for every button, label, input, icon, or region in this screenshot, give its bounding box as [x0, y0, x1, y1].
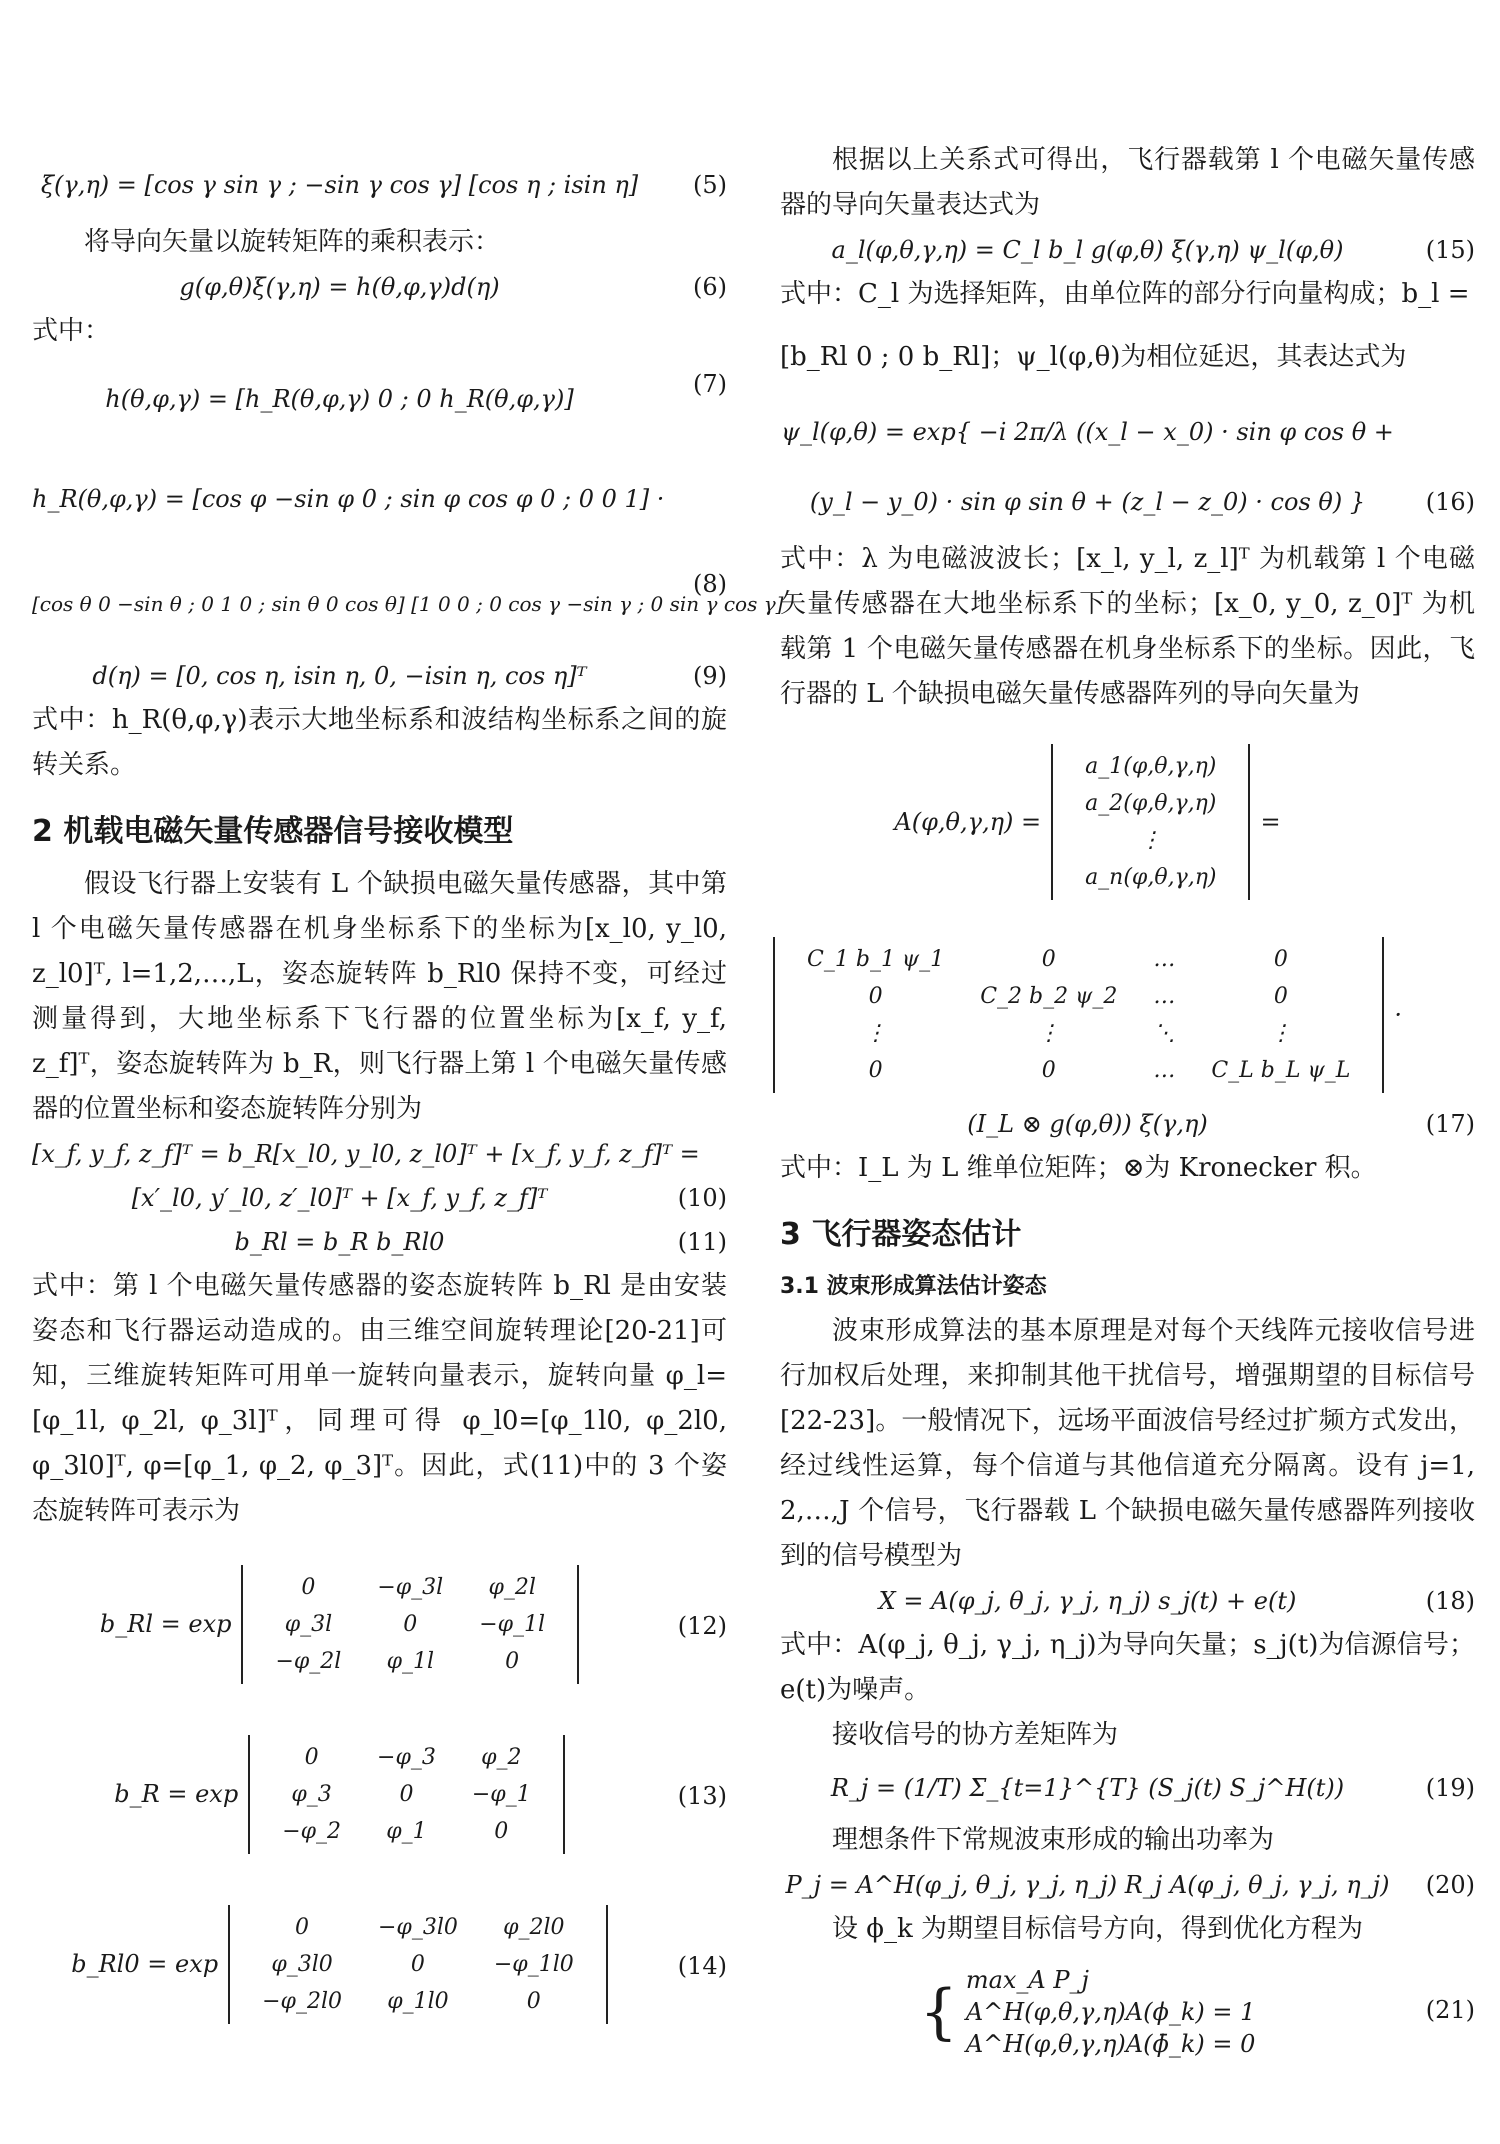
matrix-cell: C_1 b_1 ψ_1	[807, 946, 945, 972]
equation-number: (9)	[693, 662, 727, 690]
matrix-cell: 0	[526, 1988, 541, 2014]
matrix-cell: −φ_3l0	[377, 1914, 458, 1940]
matrix-cell: 0	[301, 1574, 316, 1600]
matrix-cell: ⋱	[1153, 1020, 1176, 1046]
equation-system	[966, 1966, 1256, 2058]
equation-rhs: =	[1260, 808, 1281, 836]
section-heading: 2 机载电磁矢量传感器信号接收模型	[32, 814, 514, 849]
matrix-cell: 0	[868, 983, 883, 1009]
equation-body: h(θ,φ,γ) = [h_R(θ,φ,γ) 0 ; 0 h_R(θ,φ,γ)]	[105, 385, 574, 413]
equation-number: (14)	[677, 1952, 727, 1980]
equation-8-line-2	[32, 554, 784, 654]
matrix-cell: φ_1l	[386, 1648, 434, 1674]
matrix-cell: 0	[868, 1057, 883, 1083]
equation-body: (y_l − y_0) · sin φ sin θ + (z_l − z_0) · cos θ) }	[809, 488, 1366, 516]
matrix	[241, 1565, 579, 1684]
equation-number: (10)	[677, 1184, 727, 1212]
matrix-cell: …	[1153, 983, 1176, 1009]
matrix-cell: φ_3l0	[271, 1951, 333, 1977]
matrix-cell: φ_1	[386, 1818, 427, 1844]
paragraph: 接收信号的协方差矩阵为	[832, 1720, 1119, 1750]
equation-12	[32, 1544, 727, 1704]
equation-body: [x_f, y_f, z_f]ᵀ = b_R[x_l0, y_l0, z_l0]ᵀ + [x_f, y_f, z_f]ᵀ =	[32, 1140, 700, 1168]
matrix-cell: φ_3l	[284, 1611, 333, 1637]
equation-body: g(φ,θ)ξ(γ,η) = h(θ,φ,γ)d(η)	[179, 273, 500, 301]
matrix-cell: 0	[1273, 946, 1288, 972]
matrix-cell: −φ_3l	[377, 1574, 444, 1600]
equation-number: (13)	[677, 1782, 727, 1810]
equation-number: (20)	[1425, 1871, 1475, 1899]
equation-body	[780, 727, 1395, 917]
equation-body: ψ_l(φ,θ) = exp{ −i 2π/λ ((x_l − x_0) · sin φ cos θ +	[781, 418, 1394, 446]
paragraph: 根据以上关系式可得出，飞行器载第 l 个电磁矢量传感器的导向矢量表达式为	[780, 145, 1475, 220]
right-column	[780, 145, 1475, 2072]
equation-line: A^H(φ,θ,γ,η)A(ϕ_k) = 1	[965, 1998, 1256, 2026]
equation-number: (8)	[693, 570, 727, 598]
matrix-cell: −φ_2l	[275, 1648, 342, 1674]
equation-6	[32, 265, 727, 309]
equation-20	[780, 1863, 1475, 1907]
equation-14	[32, 1884, 727, 2044]
matrix-cell: φ_1l0	[387, 1988, 449, 2014]
matrix-cell: 0	[505, 1648, 520, 1674]
matrix-cell: ⋮	[1139, 828, 1162, 853]
equation-10-line-2	[32, 1176, 727, 1220]
equation-body: b_Rl = b_R b_Rl0	[234, 1228, 445, 1256]
matrix	[773, 937, 1384, 1093]
matrix-cell: ⋮	[1037, 1020, 1060, 1046]
equation-body: a_l(φ,θ,γ,η) = C_l b_l g(φ,θ) ξ(γ,η) ψ_l(φ,θ)	[831, 236, 1344, 264]
matrix-cell: 0	[1041, 1057, 1056, 1083]
equation-body	[32, 1544, 647, 1704]
matrix-cell: ⋮	[1269, 1020, 1292, 1046]
left-column	[32, 150, 784, 2044]
matrix-cell: −φ_1l0	[493, 1951, 574, 1977]
paragraph: 式中：第 l 个电磁矢量传感器的姿态旋转阵 b_Rl 是由安装姿态和飞行器运动造成的。由三维空间旋转理论[20-21]可知，三维旋转矩阵可用单一旋转向量表示，旋转向量 φ_l=[φ_1l, φ_2l, φ_3l]ᵀ，同理可得 φ_l0=[φ_1l0, φ_2l0, φ_3l0]ᵀ, φ=[φ_1, φ_2, φ_3]ᵀ。因此，式(11)中的 3 个姿态旋转阵可表示为	[32, 1271, 727, 1526]
subsection-heading: 3.1 波束形成算法估计姿态	[780, 1274, 1047, 1299]
equation-number: (11)	[677, 1228, 727, 1256]
matrix-cell: a_2(φ,θ,γ,η)	[1085, 791, 1217, 816]
paragraph: 假设飞行器上安装有 L 个缺损电磁矢量传感器，其中第 l 个电磁矢量传感器在机身坐标系下的坐标为[x_l0, y_l0, z_l0]ᵀ, l=1,2,…,L，姿态旋转阵 b_Rl0 保持不变，可经过测量得到，大地坐标系下飞行器的位置坐标为[x_f, y_f, z_f]ᵀ，姿态旋转阵为 b_R，则飞行器上第 l 个电磁矢量传感器的位置坐标和姿态旋转阵分别为	[32, 869, 727, 1124]
equation-7	[32, 354, 727, 444]
paragraph: 式中：I_L 为 L 维单位矩阵；⊗为 Kronecker 积。	[780, 1153, 1377, 1183]
equation-line: A^H(φ,θ,γ,η)A(ϕ̄_k) = 0	[965, 2030, 1256, 2058]
matrix-cell: …	[1153, 1057, 1176, 1083]
equation-16-line-1	[780, 397, 1475, 467]
equation-number: (21)	[1425, 1996, 1475, 2024]
matrix-cell: ⋮	[864, 1020, 887, 1046]
matrix-cell: 0	[494, 1818, 509, 1844]
equation-8-line-1	[32, 444, 727, 554]
equation-19	[780, 1758, 1475, 1818]
equation-10-line-1	[32, 1132, 727, 1176]
matrix-cell: −φ_1	[471, 1781, 531, 1807]
matrix-cell: −φ_2	[282, 1818, 342, 1844]
matrix-cell: 0	[1041, 946, 1056, 972]
matrix-cell: −φ_1l	[479, 1611, 546, 1637]
matrix-cell: −φ_3	[377, 1744, 436, 1770]
equation-15	[780, 228, 1475, 272]
equation-body	[32, 1884, 647, 2044]
paragraph: 波束形成算法的基本原理是对每个天线阵元接收信号进行加权后处理，来抑制其他干扰信号，增强期望的目标信号[22-23]。一般情况下，远场平面波信号经过扩频方式发出，经过线性运算，每个信道与其他信道充分隔离。设有 j=1, 2,…,J 个信号，飞行器载 L 个缺损电磁矢量传感器阵列接收到的信号模型为	[780, 1316, 1475, 1571]
matrix-cell: φ_2l	[488, 1574, 536, 1600]
matrix-cell: a_n(φ,θ,γ,η)	[1085, 865, 1217, 890]
equation-number: (19)	[1425, 1774, 1475, 1802]
equation-17-line-2	[780, 927, 1475, 1102]
paragraph: 式中：	[32, 316, 111, 346]
equation-lhs: b_Rl0 = exp	[71, 1950, 219, 1978]
matrix	[1051, 744, 1250, 900]
equation-17-line-1	[780, 727, 1475, 917]
paragraph: 式中：h_R(θ,φ,γ)表示大地坐标系和波结构坐标系之间的旋转关系。	[32, 705, 727, 780]
paragraph: 式中：C_l 为选择矩阵，由单位阵的部分行向量构成；b_l =	[780, 279, 1470, 309]
equation-body	[780, 1952, 1395, 2072]
matrix-cell: φ_3	[291, 1781, 332, 1807]
equation-17-line-3	[780, 1102, 1475, 1146]
equation-body: R_j = (1/T) Σ_{t=1}^{T} (S_j(t) S_j^H(t))	[830, 1774, 1345, 1802]
matrix	[248, 1735, 565, 1854]
equation-number: (7)	[693, 370, 727, 398]
equation-number: (17)	[1425, 1110, 1475, 1138]
equation-9	[32, 654, 727, 698]
equation-16-line-2	[780, 467, 1475, 537]
equation-lhs: b_Rl = exp	[99, 1610, 232, 1638]
matrix-cell: 0	[403, 1611, 418, 1637]
equation-number: (18)	[1425, 1587, 1475, 1615]
paragraph: 设 ϕ_k 为期望目标信号方向，得到优化方程为	[832, 1914, 1364, 1944]
equation-number: (15)	[1425, 236, 1475, 264]
equation-13	[32, 1714, 727, 1874]
equation-body: P_j = A^H(φ_j, θ_j, γ_j, η_j) R_j A(φ_j, θ_j, γ_j, η_j)	[785, 1871, 1390, 1899]
equation-body: [cos θ 0 −sin θ ; 0 1 0 ; sin θ 0 cos θ] [1 0 0 ; 0 cos γ −sin γ ; 0 sin γ cos γ]	[32, 592, 784, 616]
equation-rhs: ·	[1394, 1000, 1402, 1029]
matrix-cell: −φ_2l0	[262, 1988, 342, 2014]
equation-body: h_R(θ,φ,γ) = [cos φ −sin φ 0 ; sin φ cos φ 0 ; 0 0 1] ·	[32, 485, 665, 513]
equation-body: X = A(φ_j, θ_j, γ_j, η_j) s_j(t) + e(t)	[878, 1587, 1297, 1615]
equation-line: max_A P_j	[965, 1966, 1089, 1994]
equation-body: [x′_l0, y′_l0, z′_l0]ᵀ + [x_f, y_f, z_f]ᵀ	[131, 1184, 548, 1212]
equation-18	[780, 1579, 1475, 1623]
equation-body	[780, 927, 1402, 1102]
matrix-cell: 0	[295, 1914, 310, 1940]
equation-number: (12)	[677, 1612, 727, 1640]
paragraph: [b_Rl 0 ; 0 b_Rl]；ψ_l(φ,θ)为相位延迟，其表达式为	[780, 342, 1407, 372]
matrix-cell: 0	[399, 1781, 414, 1807]
equation-21	[780, 1952, 1475, 2072]
equation-body: d(η) = [0, cos η, isin η, 0, −isin η, cos η]ᵀ	[92, 662, 587, 690]
equation-number: (6)	[693, 273, 727, 301]
paragraph: 式中：λ 为电磁波波长；[x_l, y_l, z_l]ᵀ 为机载第 l 个电磁矢量传感器在大地坐标系下的坐标；[x_0, y_0, z_0]ᵀ 为机载第 1 个电磁矢量传感器在机身坐标系下的坐标。因此，飞行器的 L 个缺损电磁矢量传感器阵列的导向矢量为	[780, 544, 1475, 709]
matrix-cell: …	[1153, 946, 1176, 972]
matrix-cell: 0	[410, 1951, 425, 1977]
equation-body	[32, 1714, 647, 1874]
equation-lhs: A(φ,θ,γ,η) =	[894, 808, 1042, 836]
equation-5	[32, 150, 727, 220]
matrix-cell: φ_2	[481, 1744, 522, 1770]
matrix	[228, 1905, 608, 2024]
matrix-cell: C_L b_L ψ_L	[1211, 1057, 1351, 1083]
paragraph: 式中：A(φ_j, θ_j, γ_j, η_j)为导向矢量；s_j(t)为信源信号；e(t)为噪声。	[780, 1630, 1475, 1705]
matrix-cell: C_2 b_2 ψ_2	[980, 983, 1118, 1009]
matrix-cell: 0	[304, 1744, 319, 1770]
paragraph: 理想条件下常规波束形成的输出功率为	[832, 1825, 1275, 1855]
equation-number: (16)	[1425, 488, 1475, 516]
section-heading: 3 飞行器姿态估计	[780, 1217, 1022, 1252]
matrix-cell: φ_2l0	[503, 1914, 565, 1940]
equation-body: (I_L ⊗ g(φ,θ)) ξ(γ,η)	[967, 1110, 1208, 1138]
equation-body: ξ(γ,η) = [cos γ sin γ ; −sin γ cos γ] [cos η ; isin η]	[40, 171, 639, 199]
brace: {	[919, 1977, 958, 2047]
equation-number: (5)	[693, 171, 727, 199]
equation-lhs: b_R = exp	[114, 1780, 239, 1808]
equation-11	[32, 1220, 727, 1264]
paragraph: 将导向矢量以旋转矩阵的乘积表示：	[84, 227, 501, 257]
matrix-cell: a_1(φ,θ,γ,η)	[1085, 754, 1217, 779]
matrix-cell: 0	[1273, 983, 1288, 1009]
